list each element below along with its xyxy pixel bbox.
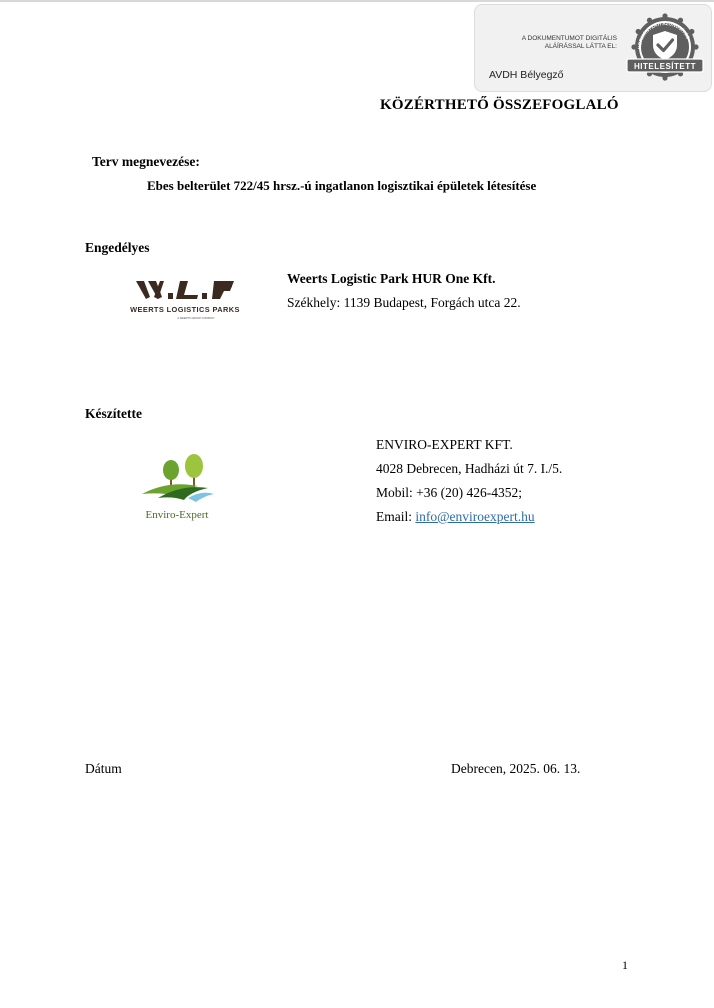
document-title: KÖZÉRTHETŐ ÖSSZEFOGLALÓ [380, 97, 619, 113]
email-link[interactable]: info@enviroexpert.hu [415, 509, 535, 524]
seal-arc-text: KORMÁNYZATI AZONOSÍTÁS [636, 20, 691, 50]
permittee-address: Székhely: 1139 Budapest, Forgách utca 22. [287, 295, 521, 310]
contact-email-line [376, 509, 535, 525]
contact-company: ENVIRO-EXPERT KFT. [376, 437, 513, 452]
checkmark-seal-icon [625, 13, 705, 85]
enviro-expert-logo-text: Enviro-Expert [145, 509, 209, 521]
permittee-company: Weerts Logistic Park HUR One Kft. [287, 271, 496, 286]
avdh-stamp [474, 4, 712, 92]
seal-banner-text: HITELESÍTETT [634, 61, 696, 71]
plan-name: Ebes belterület 722/45 hrsz.-ú ingatlanon logisztikai épületek létesítése [147, 178, 537, 193]
page-number: 1 [622, 958, 628, 972]
wlp-logo-caption: WEERTS LOGISTICS PARKS [130, 305, 240, 314]
contact-address: 4028 Debrecen, Hadházi út 7. I./5. [376, 461, 563, 476]
stamp-notice: A DOKUMENTUMOT DIGITÁLIS ALÁÍRÁSSAL LÁTTA EL: [521, 35, 617, 50]
date-value: Debrecen, 2025. 06. 13. [451, 761, 581, 776]
weerts-logistics-parks-logo [126, 279, 244, 323]
plan-label: Terv megnevezése: [92, 154, 200, 169]
permittee-heading: Engedélyes [85, 240, 150, 255]
date-label: Dátum [85, 761, 122, 776]
contact-email-label: Email: [376, 509, 416, 524]
wlp-logo-subcaption: A WEERTS GROUP COMPANY [177, 317, 215, 320]
enviro-expert-logo [138, 452, 216, 522]
stamp-name: AVDH Bélyegző [489, 69, 564, 81]
contact-mobile: Mobil: +36 (20) 426-4352; [376, 485, 522, 500]
prepared-by-heading: Készítette [85, 406, 142, 421]
